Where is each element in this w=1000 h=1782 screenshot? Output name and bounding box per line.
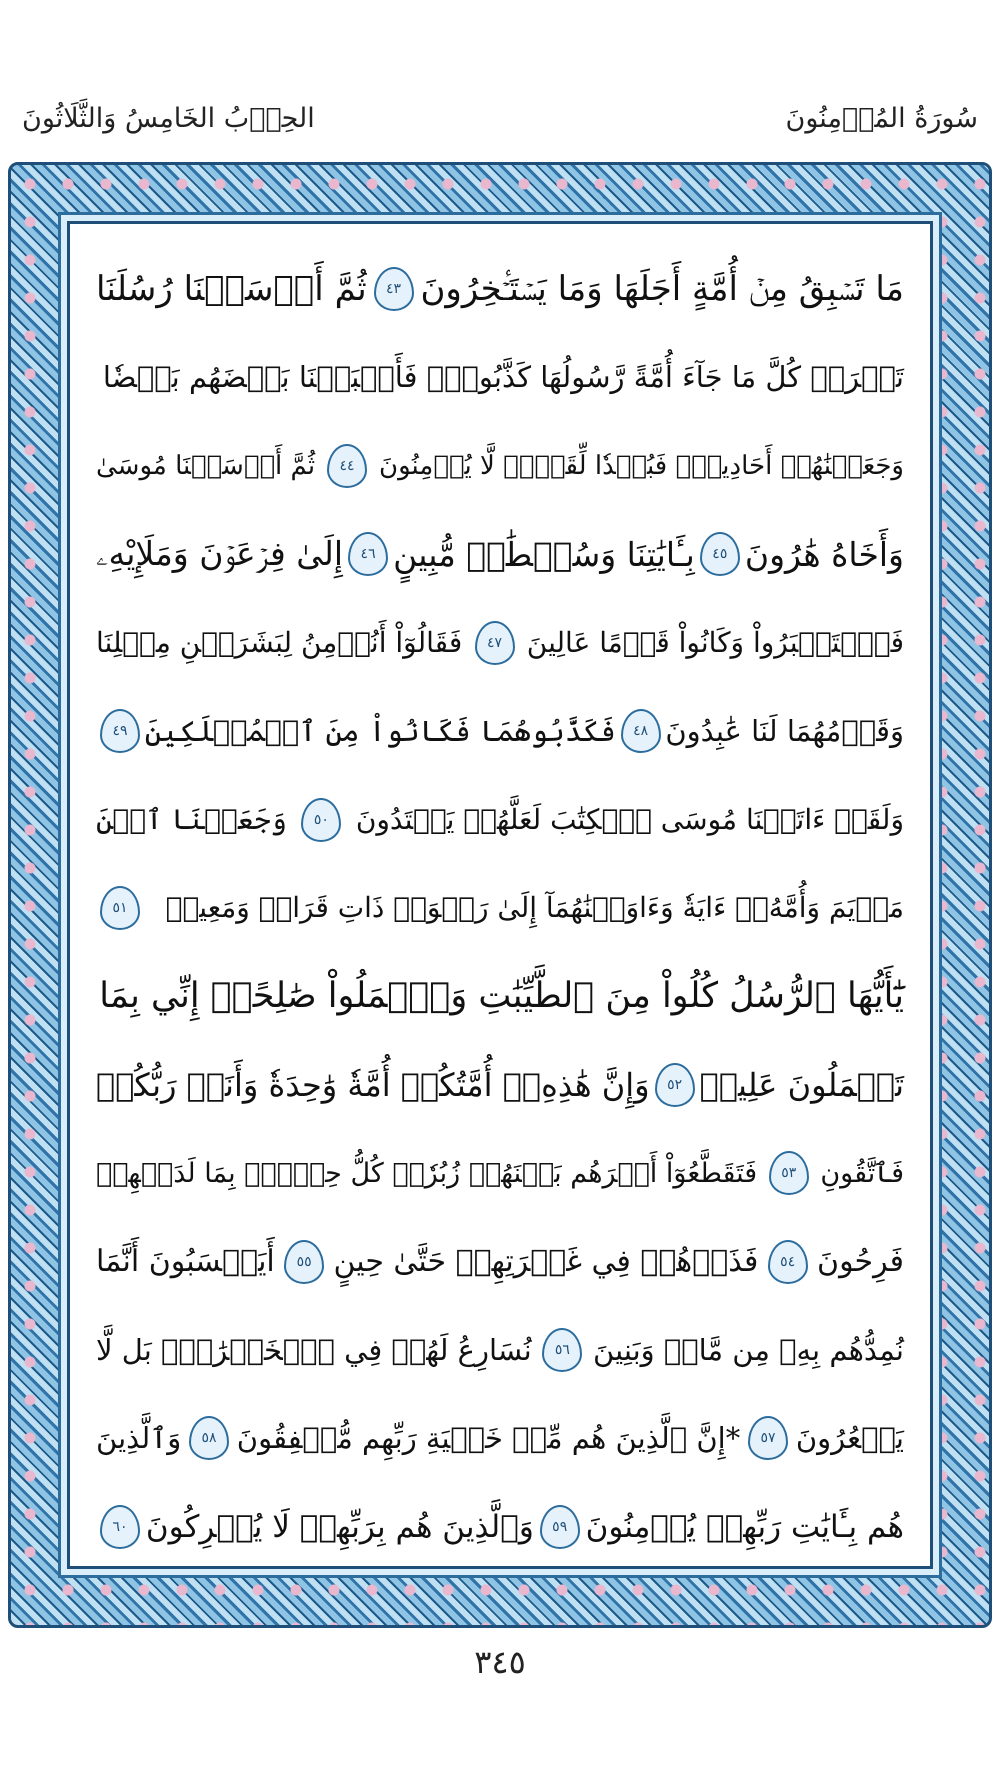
text-line	[96, 694, 904, 768]
verse-text: فَٱتَّقُونِ	[820, 1157, 904, 1189]
page-header	[22, 92, 978, 144]
ayah-marker-icon: ٥٠	[301, 798, 341, 842]
text-line	[96, 871, 904, 945]
text-line	[96, 1401, 904, 1475]
text-line	[96, 1136, 904, 1210]
ayah-marker-icon: ٥٧	[748, 1416, 788, 1460]
verse-text: هُم بِـَٔايَٰتِ رَبِّهِمۡ يُؤۡمِنُونَ	[585, 1508, 904, 1545]
ayah-marker-icon: ٥٢	[655, 1063, 695, 1107]
verse-text: إِلَىٰ فِرۡعَوۡنَ وَمَلَإِيْهِۦ	[96, 534, 343, 574]
verse-text: فَقَالُوٓاْ أَنُؤۡمِنُ لِبَشَرَيۡنِ مِثۡلِنَا	[96, 626, 463, 660]
ayah-marker-icon: ٥٥	[284, 1240, 324, 1284]
verse-text: فَرِحُونَ	[817, 1244, 904, 1280]
verse-text: وَجَعَلۡنَا ٱبۡنَ	[96, 803, 287, 837]
verse-text: *إِنَّ ٱلَّذِينَ هُم مِّنۡ خَشۡيَةِ رَبِّهِم مُّشۡفِقُونَ	[236, 1421, 741, 1456]
verse-text: وَجَعَلۡنَٰهُمۡ أَحَادِيثَۚ فَبُعۡدٗا لِّقَوۡمٖ لَّا يُؤۡمِنُونَ	[379, 450, 904, 481]
ayah-marker-icon: ٥٣	[769, 1151, 809, 1195]
ayah-marker-icon: ٥١	[100, 886, 140, 930]
verse-text: ثُمَّ أَرۡسَلۡنَا مُوسَىٰ	[96, 450, 316, 481]
verse-text: تَعۡمَلُونَ عَلِيمٞ	[699, 1065, 904, 1104]
ayah-marker-icon: ٤٨	[621, 709, 661, 753]
ayah-marker-icon: ٥٦	[542, 1328, 582, 1372]
verse-text: فَذَرۡهُمۡ فِي غَمۡرَتِهِمۡ حَتَّىٰ حِينٍ	[333, 1244, 759, 1280]
verse-text: ثُمَّ أَرۡسَلۡنَا رُسُلَنَا	[96, 269, 367, 309]
verse-text: وَٱلَّذِينَ	[96, 1421, 182, 1456]
text-line	[96, 1313, 904, 1387]
text-line	[96, 1490, 904, 1564]
page-number: ٣٤٥	[474, 1643, 526, 1681]
verse-text: وَٱلَّذِينَ هُم بِرَبِّهِمۡ لَا يُشۡرِكُونَ	[145, 1508, 534, 1545]
verse-text: وَإِنَّ هَٰذِهِۦٓ أُمَّتُكُمۡ أُمَّةٗ وَٰحِدَةٗ وَأَنَا۠ رَبُّكُمۡ	[96, 1065, 650, 1104]
text-line	[96, 517, 904, 591]
verse-text: مَرۡيَمَ وَأُمَّهُۥٓ ءَايَةٗ وَءَاوَيۡنَٰهُمَآ إِلَىٰ رَبۡوَةٖ ذَاتِ قَرَارٖ وَمَعِينٖ	[165, 891, 904, 925]
ayah-marker-icon: ٤٣	[374, 267, 414, 311]
verse-text: تَتۡرَاۖ كُلَّ مَا جَآءَ أُمَّةً رَّسُولُهَا كَذَّبُوهُۖ فَأَتۡبَعۡنَا بَعۡضَهُم بَعۡضٗا	[102, 360, 904, 395]
text-line	[96, 252, 904, 326]
verse-text: فَكَذَّبُوهُمَا فَكَانُواْ مِنَ ٱلۡمُهۡلَكِينَ	[144, 714, 616, 749]
verse-text: نُسَارِعُ لَهُمۡ فِي ٱلۡخَيۡرَٰتِۚ بَل لَّا	[96, 1333, 532, 1368]
quran-text-body	[96, 252, 904, 1564]
text-line	[96, 606, 904, 680]
hizb-title: الحِزۡبُ الخَامِسُ وَالثَّلَاثُونَ	[22, 102, 315, 134]
ayah-marker-icon: ٤٦	[348, 532, 388, 576]
verse-text: فَٱسۡتَكۡبَرُواْ وَكَانُواْ قَوۡمًا عَالِينَ	[526, 626, 904, 660]
text-line	[96, 1225, 904, 1299]
verse-text: وَقَوۡمُهُمَا لَنَا عَٰبِدُونَ	[665, 714, 904, 749]
ayah-marker-icon: ٤٤	[327, 444, 367, 488]
verse-text: أَيَحۡسَبُونَ أَنَّمَا	[96, 1244, 275, 1280]
verse-text: بِـَٔايَٰتِنَا وَسُلۡطَٰنٖ مُّبِينٍ	[393, 534, 695, 574]
text-line	[96, 783, 904, 857]
verse-text: مَا تَسۡبِقُ مِنۡ أُمَّةٍ أَجَلَهَا وَمَا يَسۡتَـٔۡخِرُونَ	[420, 269, 904, 309]
text-line	[96, 1048, 904, 1122]
verse-text: فَتَقَطَّعُوٓاْ أَمۡرَهُم بَيۡنَهُمۡ زُبُرٗاۖ كُلُّ حِزۡبِۭ بِمَا لَدَيۡهِمۡ	[96, 1157, 758, 1189]
ayah-marker-icon: ٤٧	[475, 621, 515, 665]
ayah-marker-icon: ٥٨	[189, 1416, 229, 1460]
text-line	[96, 340, 904, 414]
verse-text: وَأَخَاهُ هَٰرُونَ	[744, 534, 904, 574]
ayah-marker-icon: ٤٥	[700, 532, 740, 576]
text-line	[96, 429, 904, 503]
ayah-marker-icon: ٤٩	[100, 709, 140, 753]
verse-text: يَٰٓأَيُّهَا ٱلرُّسُلُ كُلُواْ مِنَ ٱلطَّيِّبَٰتِ وَٱعۡمَلُواْ صَٰلِحًاۖ إِنِّي بِمَا	[99, 976, 904, 1017]
verse-text: نُمِدُّهُم بِهِۦ مِن مَّالٖ وَبَنِينَ	[593, 1333, 904, 1368]
verse-text: يَشۡعُرُونَ	[795, 1421, 904, 1456]
surah-title: سُورَةُ المُؤۡمِنُونَ	[785, 102, 978, 134]
ayah-marker-icon: ٥٩	[540, 1505, 580, 1549]
text-line	[96, 959, 904, 1033]
ayah-marker-icon: ٦٠	[100, 1505, 140, 1549]
verse-text: وَلَقَدۡ ءَاتَيۡنَا مُوسَى ٱلۡكِتَٰبَ لَعَلَّهُمۡ يَهۡتَدُونَ	[355, 803, 904, 837]
ayah-marker-icon: ٥٤	[768, 1240, 808, 1284]
